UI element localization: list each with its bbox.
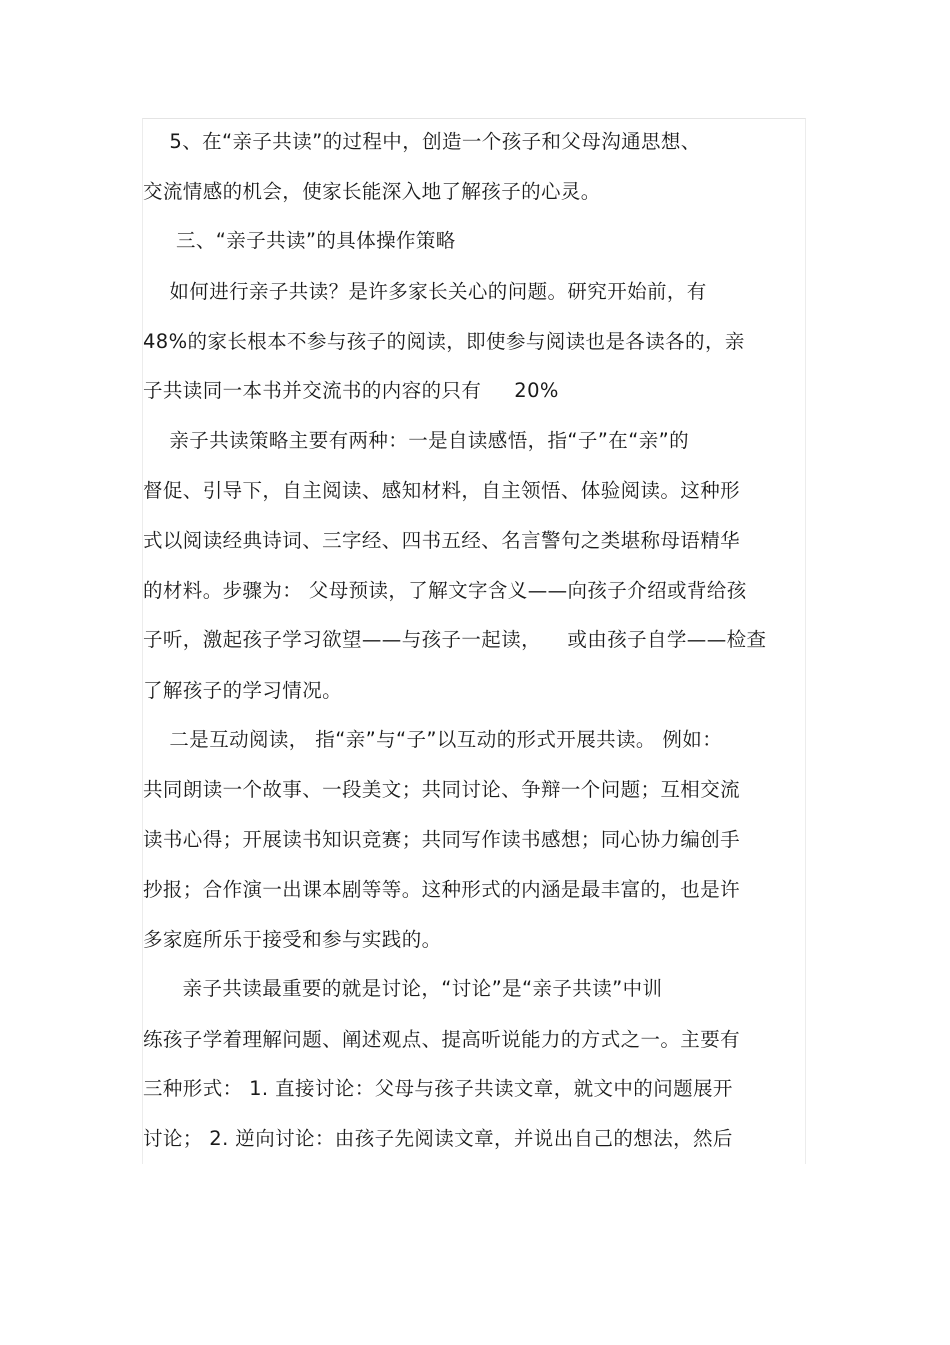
paragraph-line: 子听，激起孩子学习欲望——与孩子一起读， 或由孩子自学——检查 [143,628,767,651]
paragraph-line: 多家庭所乐于接受和参与实践的。 [143,928,442,951]
paragraph-line: 5、在“亲子共读”的过程中，创造一个孩子和父母沟通思想、 [143,130,701,153]
paragraph-line: 三种形式： 1. 直接讨论：父母与孩子共读文章，就文中的问题展开 [143,1077,733,1100]
paragraph-line: 的材料。步骤为： 父母预读，了解文字含义——向孩子介绍或背给孩 [143,579,747,602]
paragraph-line: 式以阅读经典诗词、三字经、四书五经、名言警句之类堪称母语精华 [143,529,741,552]
paragraph-line: 亲子共读策略主要有两种：一是自读感悟，指“子”在“亲”的 [143,429,690,452]
paragraph-line: 共同朗读一个故事、一段美文；共同讨论、争辩一个问题；互相交流 [143,778,741,801]
paragraph-line: 亲子共读最重要的就是讨论，“讨论”是“亲子共读”中训 [143,977,663,1000]
section-heading: 三、“亲子共读”的具体操作策略 [143,229,456,252]
paragraph-line: 二是互动阅读， 指“亲”与“子”以互动的形式开展共读。 例如： [143,728,723,751]
paragraph-line: 如何进行亲子共读？是许多家长关心的问题。研究开始前，有 [143,280,707,303]
paragraph-line: 子共读同一本书并交流书的内容的只有 20% [143,379,559,402]
paragraph-line: 抄报；合作演一出课本剧等等。这种形式的内涵是最丰富的，也是许 [143,878,741,901]
paragraph-line: 练孩子学着理解问题、阐述观点、提高听说能力的方式之一。主要有 [143,1028,741,1051]
paragraph-line: 交流情感的机会，使家长能深入地了解孩子的心灵。 [143,180,601,203]
paragraph-line: 了解孩子的学习情况。 [143,679,343,702]
paragraph-line: 48%的家长根本不参与孩子的阅读，即使参与阅读也是各读各的，亲 [143,330,745,353]
paragraph-line: 讨论； 2. 逆向讨论：由孩子先阅读文章，并说出自己的想法，然后 [143,1127,733,1150]
paragraph-line: 督促、引导下，自主阅读、感知材料，自主领悟、体验阅读。这种形 [143,479,741,502]
paragraph-line: 读书心得；开展读书知识竞赛；共同写作读书感想；同心协力编创手 [143,828,741,851]
